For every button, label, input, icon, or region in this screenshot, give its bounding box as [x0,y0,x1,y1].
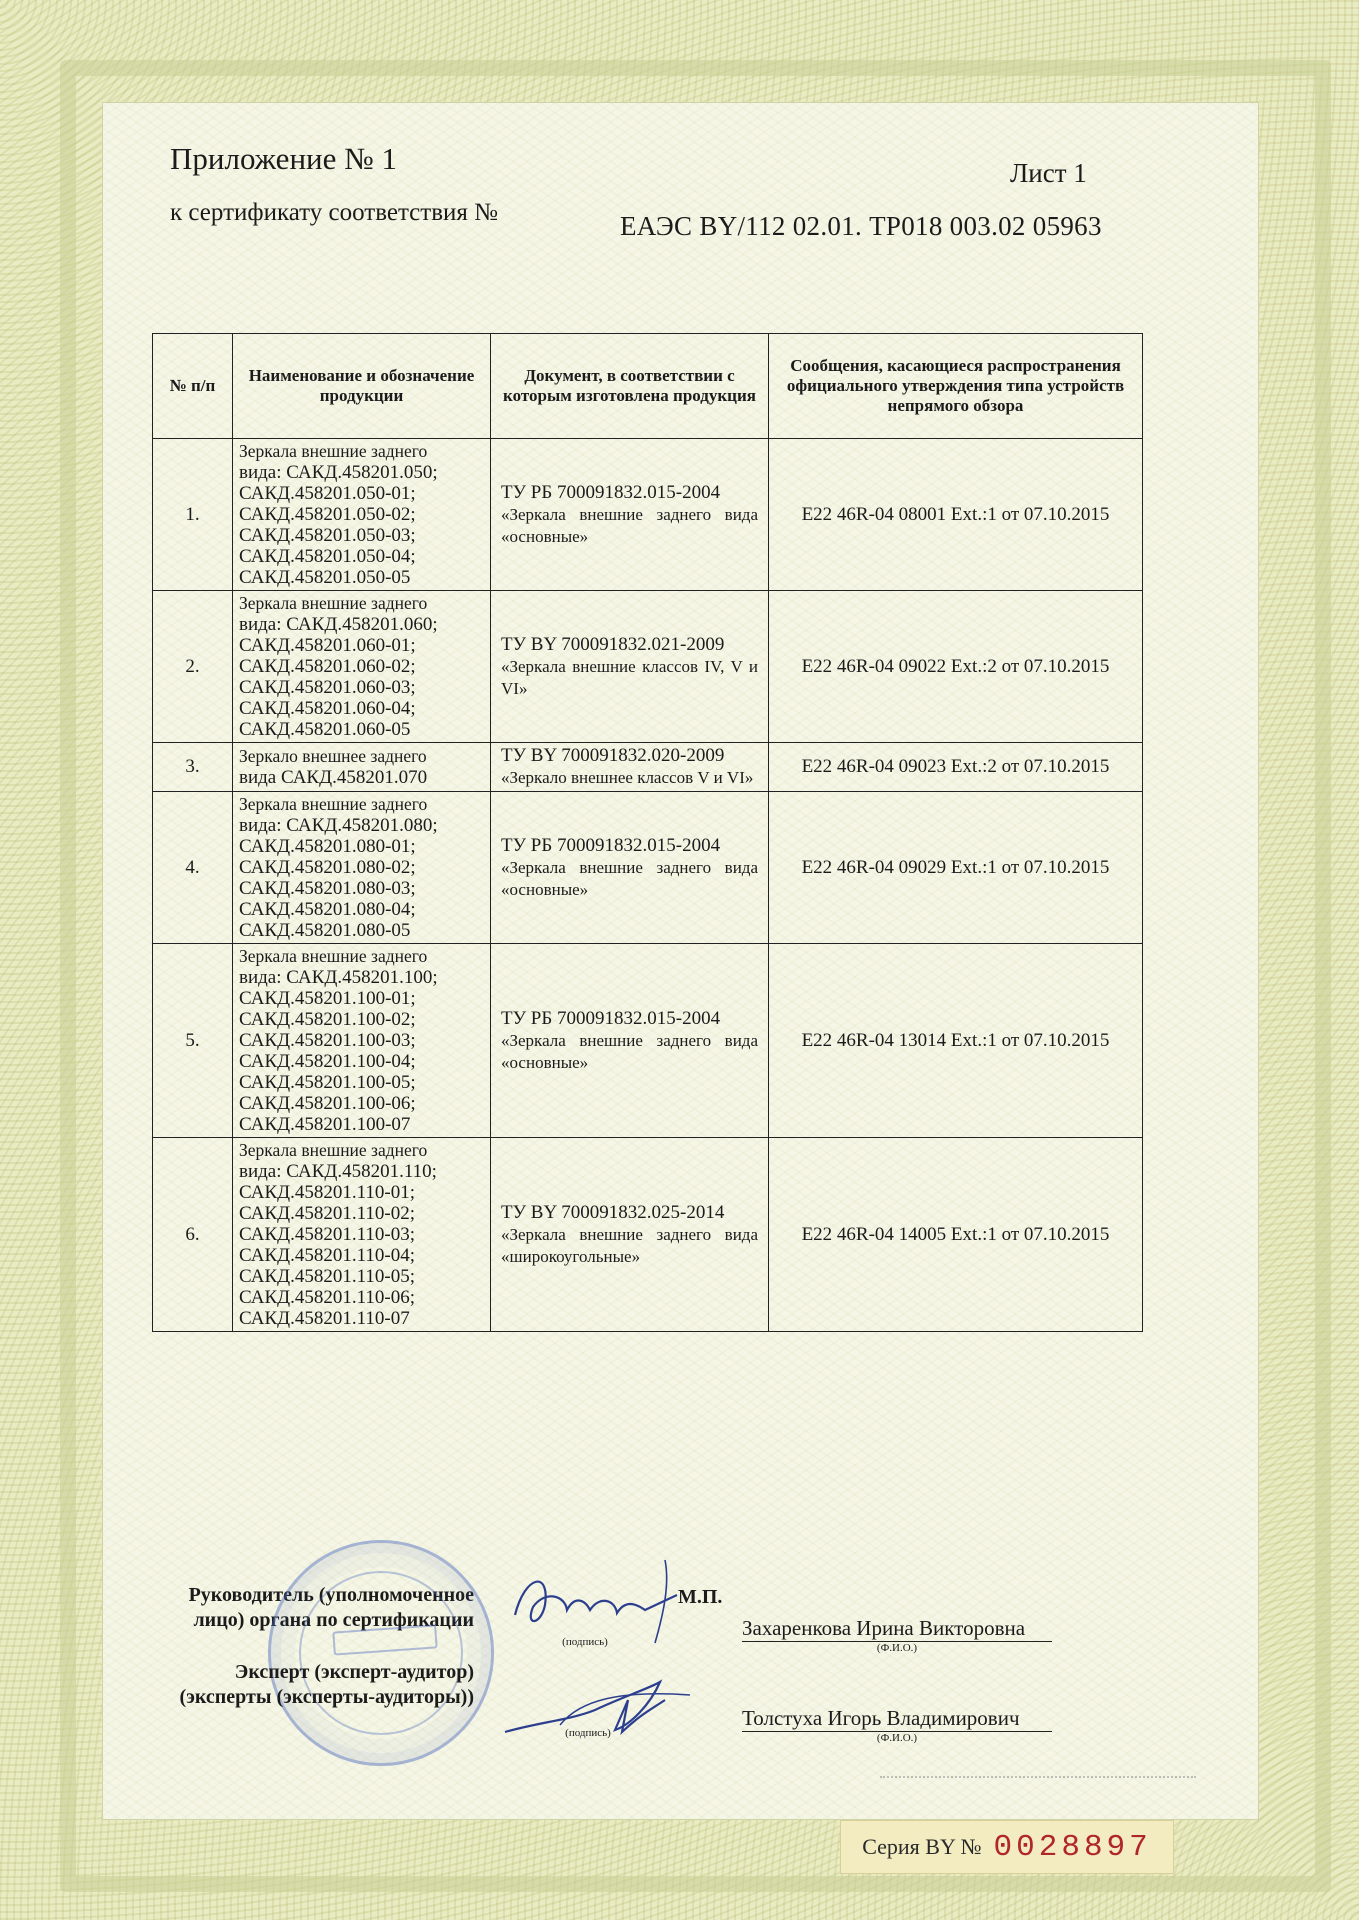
head-fio-caption: (Ф.И.О.) [876,1642,918,1654]
product-name-line: вида: САКД.458201.050; [239,462,438,483]
series-number: 0028897 [993,1829,1152,1865]
product-name-line: вида: САКД.458201.110; [239,1161,437,1182]
expert-fio-block [742,1706,1052,1744]
product-name-cell [233,591,491,743]
document-description: «Зеркала внешние заднего вида «основные» [501,1030,758,1072]
approval-message: E22 46R-04 09029 Ext.:1 от 07.10.2015 [769,792,1143,944]
product-name-line: вида: САКД.458201.100; [239,967,438,988]
product-name-line: Зеркало внешнее заднего [239,746,427,766]
document-cell [491,743,769,792]
product-name-line: САКД.458201.080-05 [239,920,411,941]
product-name-line: САКД.458201.110-07 [239,1308,410,1329]
document-description: «Зеркала внешние заднего вида «основные» [501,857,758,899]
stamp-place-mark: М.П. [678,1586,723,1608]
product-name-cell [233,1138,491,1332]
certificate-number: ЕАЭС BY/112 02.01. ТР018 003.02 05963 [620,211,1102,241]
row-number: 2. [153,591,233,743]
product-name-line: САКД.458201.050-01; [239,483,416,504]
product-name-line: САКД.458201.080-02; [239,857,416,878]
expert-label-line-1: Эксперт (эксперт-аудитор) [234,1661,474,1683]
approval-message: E22 46R-04 08001 Ext.:1 от 07.10.2015 [769,439,1143,591]
head-full-name: Захаренкова Ирина Викторовна [742,1616,1026,1640]
document-cell [491,1138,769,1332]
product-name-line: вида САКД.458201.070 [239,767,428,788]
document-code: ТУ BY 700091832.021-2009 [501,633,725,655]
document-cell [491,944,769,1138]
row-number: 4. [153,792,233,944]
table-row [153,792,1143,944]
product-name-line: вида: САКД.458201.080; [239,815,438,836]
product-name-line: САКД.458201.060-03; [239,677,416,698]
header-product-name: Наименование и обозначение продукции [233,334,491,439]
expert-label [180,1660,474,1710]
series-number-box [840,1820,1174,1874]
product-name-line: САКД.458201.100-05; [239,1072,416,1093]
product-name-line: САКД.458201.060-02; [239,656,416,677]
document-description: «Зеркало внешнее классов V и VI» [501,768,754,787]
product-name-line: вида: САКД.458201.060; [239,614,438,635]
product-name-line: САКД.458201.080-03; [239,878,416,899]
sheet-number: Лист 1 [1010,158,1087,188]
product-name-line: САКД.458201.110-04; [239,1245,415,1266]
series-label: Серия BY № [862,1834,982,1859]
product-name-line: САКД.458201.110-02; [239,1203,415,1224]
expert-signature-caption: (подпись) [565,1727,611,1739]
product-name-line: Зеркала внешние заднего [239,794,428,814]
product-name-cell [233,792,491,944]
product-name-cell [233,944,491,1138]
document-code: ТУ BY 700091832.025-2014 [501,1201,725,1223]
product-name-line: САКД.458201.100-01; [239,988,416,1009]
table-body [153,439,1143,1332]
document-cell [491,792,769,944]
document-code: ТУ BY 700091832.020-2009 [501,745,725,766]
document-code: ТУ РБ 700091832.015-2004 [501,834,721,856]
row-number: 1. [153,439,233,591]
expert-fio-caption: (Ф.И.О.) [876,1732,918,1744]
header-document: Документ, в соответствии с которым изготовлена продукция [491,334,769,439]
seal-inner-ring [299,1571,463,1735]
document-code: ТУ РБ 700091832.015-2004 [501,481,721,503]
product-name-line: САКД.458201.050-03; [239,525,416,546]
expert-full-name: Толстуха Игорь Владимирович [742,1706,1020,1730]
product-name-line: САКД.458201.100-07 [239,1114,411,1135]
product-name-line: САКД.458201.100-03; [239,1030,416,1051]
product-name-line: САКД.458201.080-04; [239,899,416,920]
products-table [152,333,1143,1332]
document-description: «Зеркала внешние классов IV, V и VI» [501,656,758,698]
product-name-line: САКД.458201.050-05 [239,567,411,588]
official-seal [268,1540,494,1766]
row-number: 6. [153,1138,233,1332]
head-label-line-1: Руководитель (уполномоченное [188,1584,474,1606]
table-row [153,1138,1143,1332]
product-name-line: САКД.458201.110-03; [239,1224,415,1245]
product-name-line: САКД.458201.080-01; [239,836,416,857]
document-code: ТУ РБ 700091832.015-2004 [501,1007,721,1029]
approval-message: E22 46R-04 09023 Ext.:2 от 07.10.2015 [769,743,1143,792]
product-name-line: САКД.458201.100-06; [239,1093,416,1114]
approval-message: E22 46R-04 09022 Ext.:2 от 07.10.2015 [769,591,1143,743]
table-row [153,439,1143,591]
product-name-line: Зеркала внешние заднего [239,946,428,966]
document-description: «Зеркала внешние заднего вида «основные» [501,504,758,546]
product-name-line: САКД.458201.110-06; [239,1287,415,1308]
head-signature [505,1555,685,1645]
header-approval-messages: Сообщения, касающиеся распространения официального утверждения типа устройств непрямого обзора [769,334,1143,439]
product-name-line: Зеркала внешние заднего [239,1140,428,1160]
product-name-line: Зеркала внешние заднего [239,593,428,613]
product-name-line: САКД.458201.060-04; [239,698,416,719]
product-name-line: САКД.458201.050-02; [239,504,416,525]
appendix-title: Приложение № 1 [170,141,397,176]
certificate-subtitle: к сертификату соответствия № [170,199,498,226]
approval-message: E22 46R-04 14005 Ext.:1 от 07.10.2015 [769,1138,1143,1332]
document-cell [491,591,769,743]
printer-imprint [880,1776,1196,1784]
table-row [153,743,1143,792]
head-signature-caption: (подпись) [562,1636,608,1648]
approval-message: E22 46R-04 13014 Ext.:1 от 07.10.2015 [769,944,1143,1138]
table-row [153,591,1143,743]
table-header-row [153,334,1143,439]
expert-label-line-2: (эксперты (эксперты-аудиторы)) [179,1686,474,1708]
product-name-line: САКД.458201.100-04; [239,1051,416,1072]
product-name-cell [233,743,491,792]
product-name-line: Зеркала внешние заднего [239,441,428,461]
row-number: 3. [153,743,233,792]
product-name-line: САКД.458201.060-01; [239,635,416,656]
header-number: № п/п [153,334,233,439]
table-row [153,944,1143,1138]
head-fio-block [742,1616,1052,1654]
product-name-line: САКД.458201.050-04; [239,546,416,567]
product-name-line: САКД.458201.110-01; [239,1182,415,1203]
row-number: 5. [153,944,233,1138]
head-label-line-2: лицо) органа по сертификации [193,1609,474,1631]
product-name-line: САКД.458201.060-05 [239,719,411,740]
document-cell [491,439,769,591]
product-name-cell [233,439,491,591]
product-name-line: САКД.458201.110-05; [239,1266,415,1287]
document-description: «Зеркала внешние заднего вида «широкоугольные» [501,1224,758,1266]
product-name-line: САКД.458201.100-02; [239,1009,416,1030]
